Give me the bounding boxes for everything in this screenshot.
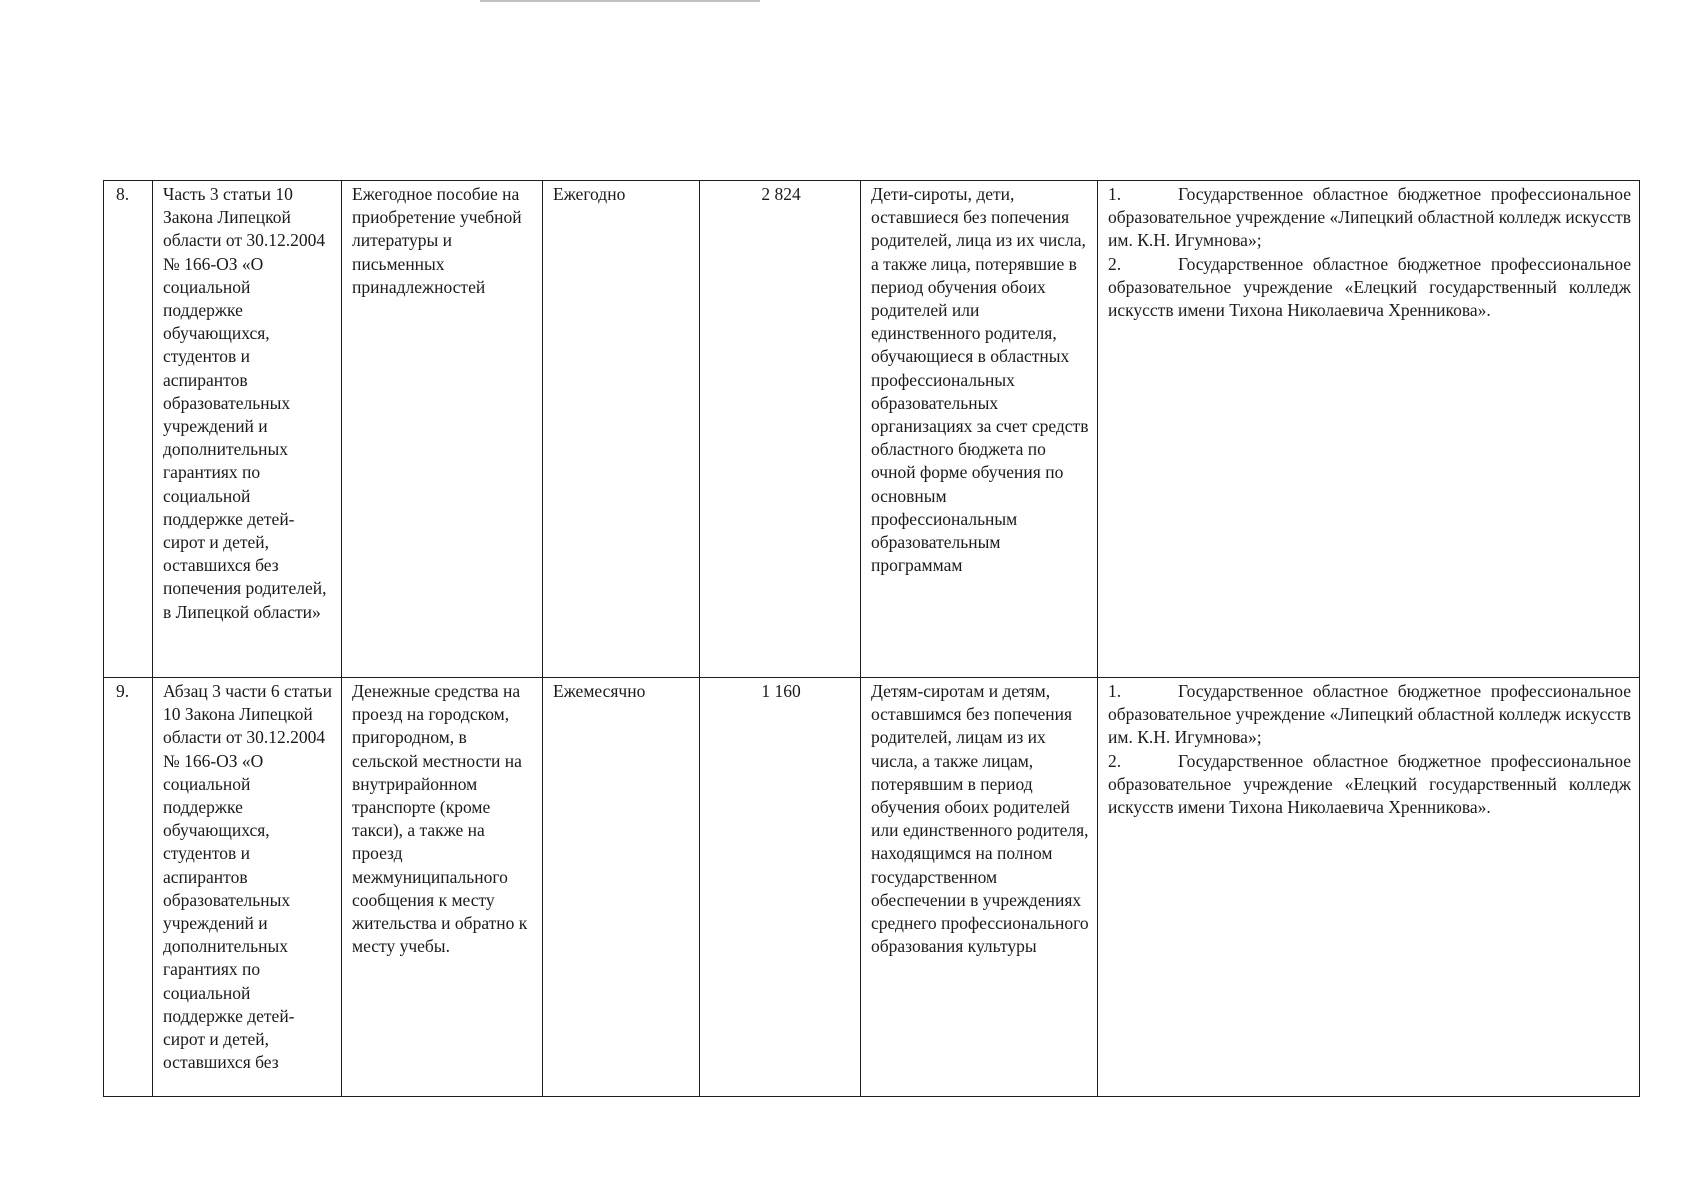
institutions-cell: [1098, 678, 1640, 1097]
benefit-cell: Ежегодное пособие на приобретение учебной литературы и письменных принадлежностей: [342, 181, 543, 678]
institution-item: [1108, 183, 1631, 253]
table-row: [104, 181, 1640, 678]
table-row: [104, 678, 1640, 1097]
institution-text: Государственное областное бюджетное профессиональное образовательное учреждение «Елецкий государственный колледж искусств имени Тихона Николаевича Хренникова».: [1108, 253, 1631, 321]
institution-item: [1108, 680, 1631, 750]
institution-text: Государственное областное бюджетное профессиональное образовательное учреждение «Елецкий государственный колледж искусств имени Тихона Николаевича Хренникова».: [1108, 750, 1631, 818]
institution-number: 1.: [1108, 184, 1122, 204]
recipients-cell: Дети-сироты, дети, оставшиеся без попечения родителей, лица из их числа, а также лица, потерявшие в период обучения обоих родителей или единственного родителя, обучающиеся в областных профессиональных образовательных организациях за счет средств областного бюджета по очной форме обучения по основным профессиональным образовательным программам: [861, 181, 1098, 678]
institution-number: 2.: [1108, 253, 1122, 274]
institution-text: Государственное областное бюджетное профессиональное образовательное учреждение «Липецкий областной колледж искусств им. К.Н. Игумнова»;: [1108, 184, 1631, 251]
institution-number: 2.: [1108, 750, 1122, 771]
institution-item: [1108, 750, 1631, 820]
row-number: 8.: [104, 181, 153, 678]
benefits-table: [103, 180, 1640, 1097]
institutions-cell: [1098, 181, 1640, 678]
benefit-cell: Денежные средства на проезд на городском, пригородном, в сельской местности на внутрирайонном транспорте (кроме такси), а также на проезд межмуниципального сообщения к месту жительства и обратно к месту учебы.: [342, 678, 543, 1097]
amount-cell: 2 824: [700, 181, 861, 678]
legal-basis-cell: Абзац 3 части 6 статьи 10 Закона Липецкой области от 30.12.2004 № 166-ОЗ «О социальной поддержке обучающихся, студентов и аспирантов образовательных учреждений и дополнительных гарантиях по социальной поддержке детей-сирот и детей, оставшихся без: [153, 678, 342, 1097]
frequency-cell: Ежемесячно: [543, 678, 700, 1097]
institution-item: [1108, 253, 1631, 323]
row-number: 9.: [104, 678, 153, 1097]
institution-number: 1.: [1108, 681, 1122, 701]
frequency-cell: Ежегодно: [543, 181, 700, 678]
legal-basis-cell: Часть 3 статьи 10 Закона Липецкой области от 30.12.2004 № 166-ОЗ «О социальной поддержке обучающихся, студентов и аспирантов образовательных учреждений и дополнительных гарантиях по социальной поддержке детей-сирот и детей, оставшихся без попечения родителей, в Липецкой области»: [153, 181, 342, 678]
institution-text: Государственное областное бюджетное профессиональное образовательное учреждение «Липецкий областной колледж искусств им. К.Н. Игумнова»;: [1108, 681, 1631, 748]
recipients-cell: Детям-сиротам и детям, оставшимся без попечения родителей, лицам из их числа, а также лицам, потерявшим в период обучения обоих родителей или единственного родителя, находящимся на полном государственном обеспечении в учреждениях среднего профессионального образования культуры: [861, 678, 1098, 1097]
amount-cell: 1 160: [700, 678, 861, 1097]
scan-artifact-line: [480, 0, 760, 2]
